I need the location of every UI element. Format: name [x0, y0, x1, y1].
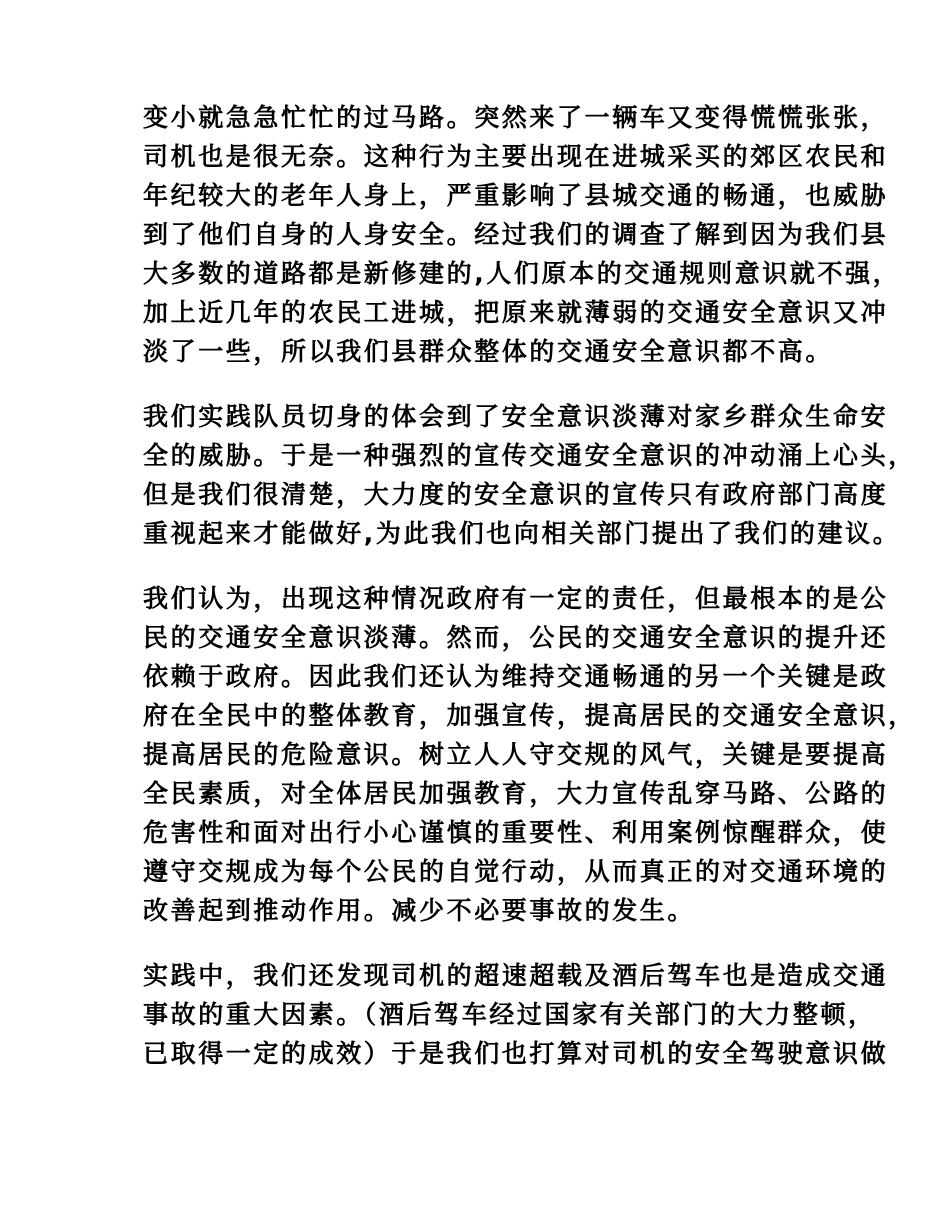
text-line: 大多数的道路都是新修建的,人们原本的交通规则意识就不强， [143, 259, 901, 288]
document-body [143, 98, 916, 1099]
paragraph-3 [143, 579, 916, 930]
text-line: 年纪较大的老年人身上，严重影响了县城交通的畅通，也威胁 [143, 181, 889, 210]
text-line: 实践中，我们还发现司机的超速超载及酒后驾车也是造成交通 [143, 961, 889, 990]
text-line: 但是我们很清楚，大力度的安全意识的宣传只有政府部门高度 [143, 480, 889, 509]
text-line: 改善起到推动作用。减少不必要事故的发生。 [143, 896, 696, 925]
text-line: 已取得一定的成效）于是我们也打算对司机的安全驾驶意识做 [143, 1039, 889, 1068]
text-line: 危害性和面对出行小心谨慎的重要性、利用案例惊醒群众，使 [143, 818, 889, 847]
text-line: 事故的重大因素。（酒后驾车经过国家有关部门的大力整顿， [143, 1000, 876, 1029]
text-line: 变小就急急忙忙的过马路。突然来了一辆车又变得慌慌张张， [143, 103, 889, 132]
text-line: 提高居民的危险意识。树立人人守交规的风气，关键是要提高 [143, 740, 889, 769]
text-line: 全的威胁。于是一种强烈的宣传交通安全意识的冲动涌上心头， [143, 441, 916, 470]
text-line: 我们实践队员切身的体会到了安全意识淡薄对家乡群众生命安 [143, 402, 889, 431]
text-line: 依赖于政府。因此我们还认为维持交通畅通的另一个关键是政 [143, 662, 889, 691]
text-line: 遵守交规成为每个公民的自觉行动，从而真正的对交通环境的 [143, 857, 889, 886]
paragraph-1 [143, 98, 901, 371]
text-line: 府在全民中的整体教育，加强宣传，提高居民的交通安全意识， [143, 701, 916, 730]
text-line: 司机也是很无奈。这种行为主要出现在进城采买的郊区农民和 [143, 142, 889, 171]
text-line: 到了他们自身的人身安全。经过我们的调查了解到因为我们县 [143, 220, 889, 249]
paragraph-4 [143, 956, 889, 1073]
text-line: 民的交通安全意识淡薄。然而，公民的交通安全意识的提升还 [143, 623, 889, 652]
text-line: 全民素质，对全体居民加强教育，大力宣传乱穿马路、公路的 [143, 779, 889, 808]
text-line: 加上近几年的农民工进城，把原来就薄弱的交通安全意识又冲 [143, 298, 889, 327]
paragraph-2 [143, 397, 916, 553]
text-line: 我们认为，出现这种情况政府有一定的责任，但最根本的是公 [143, 584, 889, 613]
text-line: 淡了一些，所以我们县群众整体的交通安全意识都不高。 [143, 337, 834, 366]
text-line: 重视起来才能做好,为此我们也向相关部门提出了我们的建议。 [143, 519, 901, 548]
